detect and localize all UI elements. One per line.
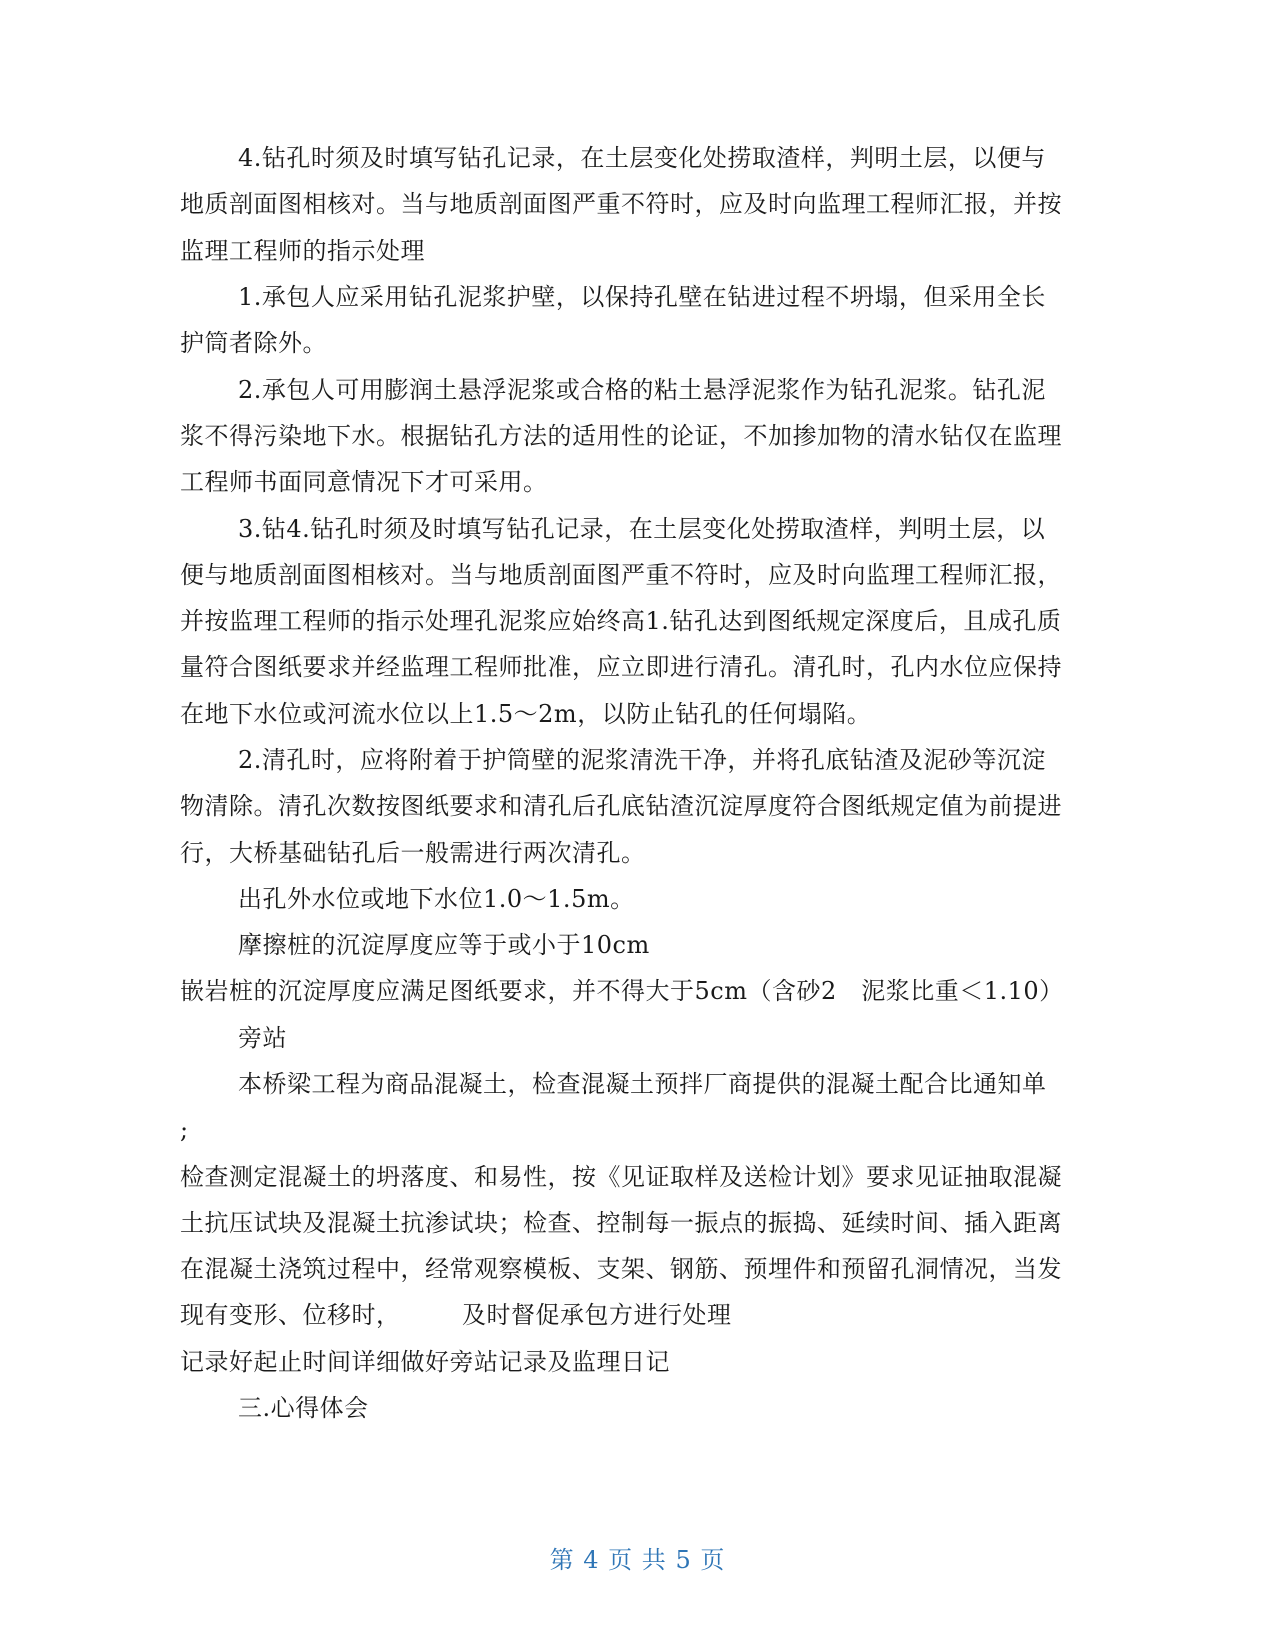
paragraph-line: 地质剖面图相核对。当与地质剖面图严重不符时，应及时向监理工程师汇报，并按 xyxy=(180,190,1062,218)
section-label: 旁站 xyxy=(238,1024,287,1052)
paragraph-line: 嵌岩桩的沉淀厚度应满足图纸要求，并不得大于5cm（含砂2 泥浆比重＜1.10） xyxy=(180,977,1064,1005)
paragraph-line: 2.清孔时，应将附着于护筒壁的泥浆清洗干净，并将孔底钻渣及泥砂等沉淀 xyxy=(238,746,1046,774)
paragraph-line: 2.承包人可用膨润土悬浮泥浆或合格的粘土悬浮泥浆作为钻孔泥浆。钻孔泥 xyxy=(238,376,1046,404)
section-heading: 三.心得体会 xyxy=(238,1394,369,1422)
paragraph-line: 护筒者除外。 xyxy=(180,329,327,357)
paragraph-line: 在混凝土浇筑过程中，经常观察模板、支架、钢筋、预埋件和预留孔洞情况，当发 xyxy=(180,1255,1062,1283)
page-number-footer: 第 4 页 共 5 页 xyxy=(549,1546,726,1574)
paragraph-line: 检查测定混凝土的坍落度、和易性，按《见证取样及送检计划》要求见证抽取混凝 xyxy=(180,1163,1062,1191)
paragraph-line: 工程师书面同意情况下才可采用。 xyxy=(180,468,548,496)
paragraph-line: 4.钻孔时须及时填写钻孔记录，在土层变化处捞取渣样，判明土层，以便与 xyxy=(238,144,1046,172)
paragraph-line: ; xyxy=(180,1116,189,1144)
paragraph-line: 便与地质剖面图相核对。当与地质剖面图严重不符时，应及时向监理工程师汇报， xyxy=(180,561,1062,589)
paragraph-line: 记录好起止时间详细做好旁站记录及监理日记 xyxy=(180,1348,670,1376)
paragraph-line: 土抗压试块及混凝土抗渗试块；检查、控制每一振点的振捣、延续时间、插入距离 xyxy=(180,1209,1062,1237)
paragraph-line: 本桥梁工程为商品混凝土，检查混凝土预拌厂商提供的混凝土配合比通知单 xyxy=(238,1070,1047,1098)
paragraph-line: 现有变形、位移时， 及时督促承包方进行处理 xyxy=(180,1301,732,1329)
paragraph-line: 3.钻4.钻孔时须及时填写钻孔记录，在土层变化处捞取渣样，判明土层，以 xyxy=(238,515,1046,543)
paragraph-line: 并按监理工程师的指示处理孔泥浆应始终高1.钻孔达到图纸规定深度后，且成孔质 xyxy=(180,607,1062,635)
paragraph-line: 摩擦桩的沉淀厚度应等于或小于10cm xyxy=(238,931,650,959)
paragraph-line: 量符合图纸要求并经监理工程师批准，应立即进行清孔。清孔时，孔内水位应保持 xyxy=(180,653,1062,681)
paragraph-line: 物清除。清孔次数按图纸要求和清孔后孔底钻渣沉淀厚度符合图纸规定值为前提进 xyxy=(180,792,1062,820)
paragraph-line: 在地下水位或河流水位以上1.5～2m，以防止钻孔的任何塌陷。 xyxy=(180,700,872,728)
paragraph-line: 1.承包人应采用钻孔泥浆护壁，以保持孔壁在钻进过程不坍塌，但采用全长 xyxy=(238,283,1046,311)
paragraph-line: 监理工程师的指示处理 xyxy=(180,237,425,265)
paragraph-line: 浆不得污染地下水。根据钻孔方法的适用性的论证，不加掺加物的清水钻仅在监理 xyxy=(180,422,1062,450)
paragraph-line: 出孔外水位或地下水位1.0～1.5m。 xyxy=(238,885,635,913)
paragraph-line: 行，大桥基础钻孔后一般需进行两次清孔。 xyxy=(180,839,646,867)
